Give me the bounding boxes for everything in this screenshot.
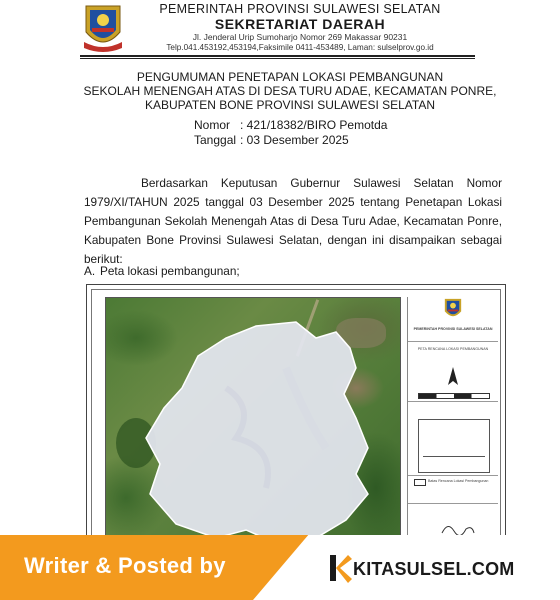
announcement-body: Berdasarkan Keputusan Gubernur Sulawesi Selatan Nomor 1979/XI/TAHUN 2025 tanggal 03 Desember 2025 tentang Penetapan Lokasi Pembangunan Sekolah Menengah Atas di Desa Turu Adae, Kecamatan Ponre, Kabupaten Bone Provinsi Sulawesi Selatan, dengan ini disampaikan sebagai berikut: xyxy=(84,176,502,266)
inset-map xyxy=(418,419,490,473)
section-label: Peta lokasi pembangunan; xyxy=(100,264,240,278)
office-address: Jl. Jenderal Urip Sumoharjo Nomor 269 Makassar 90231 xyxy=(192,32,408,42)
nomor-row xyxy=(194,118,387,132)
announcement-title-line-2: SEKOLAH MENENGAH ATAS DI DESA TURU ADAE, KECAMATAN PONRE, xyxy=(83,84,497,98)
location-map xyxy=(86,284,506,552)
legend-divider xyxy=(408,475,498,476)
letterhead-rule xyxy=(80,55,475,57)
provincial-emblem-icon xyxy=(442,297,464,321)
letterhead-rule-thin xyxy=(80,58,475,59)
tanggal-row xyxy=(194,133,349,147)
satellite-image xyxy=(105,297,401,549)
office-contact: Telp.041.453192,453194,Faksimile 0411-453489, Laman: sulselprov.go.id xyxy=(166,43,434,52)
map-legend xyxy=(407,297,498,547)
north-arrow-icon xyxy=(444,367,462,389)
office-name: SEKRETARIAT DAERAH xyxy=(214,16,386,32)
nomor-value: : 421/18382/BIRO Pemotda xyxy=(240,118,388,132)
letterhead xyxy=(0,0,560,56)
nomor-label: Nomor xyxy=(194,118,231,132)
announcement-title-line-3: KABUPATEN BONE PROVINSI SULAWESI SELATAN xyxy=(144,98,436,112)
announcement-title-line-1: PENGUMUMAN PENETAPAN LOKASI PEMBANGUNAN xyxy=(136,70,444,84)
legend-header: PEMERINTAH PROVINSI SULAWESI SELATAN xyxy=(413,327,493,331)
government-name: PEMERINTAH PROVINSI SULAWESI SELATAN xyxy=(159,2,441,16)
legend-divider xyxy=(408,503,498,504)
legend-divider xyxy=(408,401,498,402)
legend-title: PETA RENCANA LOKASI PEMBANGUNAN xyxy=(417,347,489,351)
scale-bar xyxy=(418,393,490,399)
tanggal-value: : 03 Desember 2025 xyxy=(240,133,349,147)
provincial-emblem-icon xyxy=(82,2,124,52)
site-boundary xyxy=(106,298,400,548)
watermark-banner xyxy=(0,535,560,600)
legend-key-label: Batas Rencana Lokasi Pembangunan xyxy=(428,479,489,483)
tanggal-label: Tanggal xyxy=(194,133,237,147)
inset-line xyxy=(423,456,485,457)
legend-divider xyxy=(408,341,498,342)
brand-name: KITASULSEL.COM xyxy=(353,559,515,579)
legend-key-swatch xyxy=(414,479,426,486)
kitasulsel-k-icon xyxy=(328,553,352,583)
banner-credit: Writer & Posted by xyxy=(24,553,226,578)
section-marker: A. xyxy=(84,264,96,278)
section-a xyxy=(84,264,240,278)
